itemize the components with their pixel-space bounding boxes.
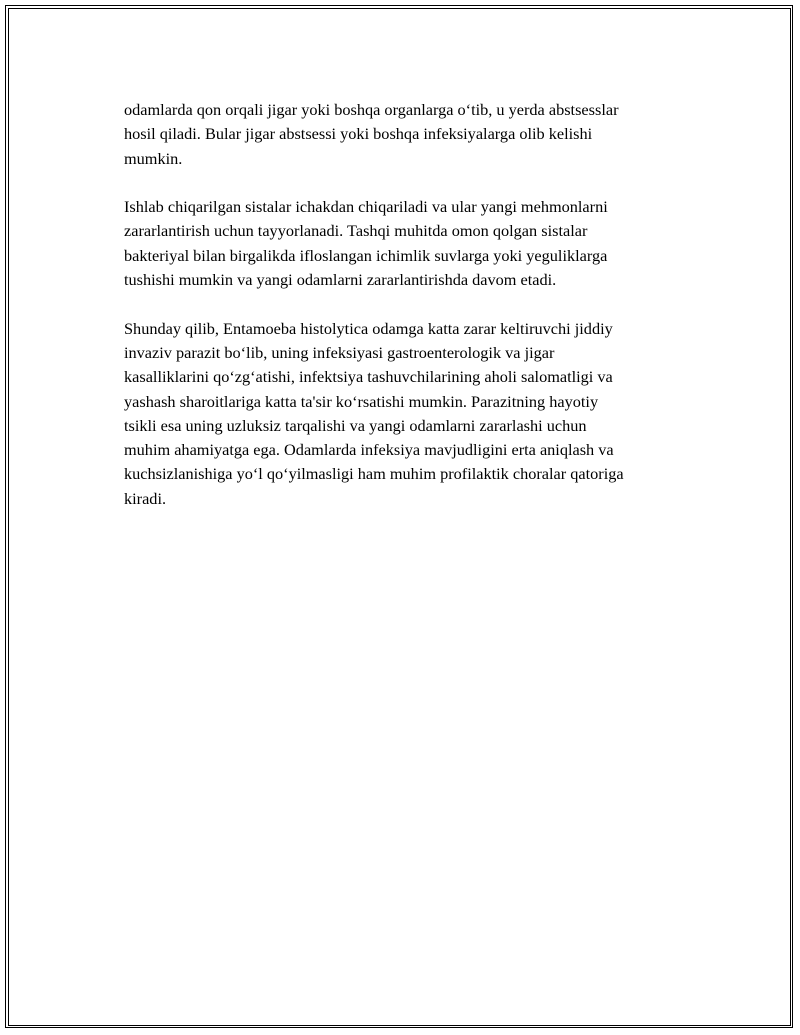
text-line: odamlarda qon orqali jigar yoki boshqa organlarga o‘tib, u yerda abstsesslar — [124, 100, 619, 119]
text-line: Ishlab chiqarilgan sistalar ichakdan chiqariladi va ular yangi mehmonlarni — [124, 197, 608, 217]
document-body — [124, 98, 704, 535]
text-line: yashash sharoitlariga katta ta'sir ko‘rsatishi mumkin. Parazitning hayotiy — [124, 391, 599, 411]
text-line: kiradi. — [124, 488, 167, 508]
text-line: tsikli esa uning uzluksiz tarqalishi va yangi odamlarni zararlashi uchun — [124, 415, 587, 435]
text-line: Shunday qilib, Entamoeba histolytica odamga katta zarar keltiruvchi jiddiy — [124, 318, 613, 338]
text-line: kuchsizlanishiga yo‘l qo‘yilmasligi ham muhim profilaktik choralar qatoriga — [124, 464, 624, 484]
text-line: mumkin. — [124, 148, 183, 168]
text-line: zararlantirish uchun tayyorlanadi. Tashqi muhitda omon qolgan sistalar — [124, 221, 588, 241]
text-line: kasalliklarini qo‘zg‘atishi, infektsiya tashuvchilarining aholi salomatligi va — [124, 367, 613, 387]
text-line: hosil qiladi. Bular jigar abstsessi yoki boshqa infeksiyalarga olib kelishi — [124, 124, 593, 144]
text-line: muhim ahamiyatga ega. Odamlarda infeksiya mavjudligini erta aniqlash va — [124, 440, 614, 460]
text-line: invaziv parazit bo‘lib, uning infeksiyasi gastroenterologik va jigar — [124, 342, 555, 362]
paragraph-3 — [124, 317, 704, 511]
document-page — [5, 5, 793, 1028]
paragraph-1 — [124, 98, 704, 171]
text-line: bakteriyal bilan birgalikda ifloslangan ichimlik suvlarga yoki yeguliklarga — [124, 245, 608, 265]
text-line: tushishi mumkin va yangi odamlarni zararlantirishda davom etadi. — [124, 270, 557, 290]
paragraph-2 — [124, 195, 704, 292]
